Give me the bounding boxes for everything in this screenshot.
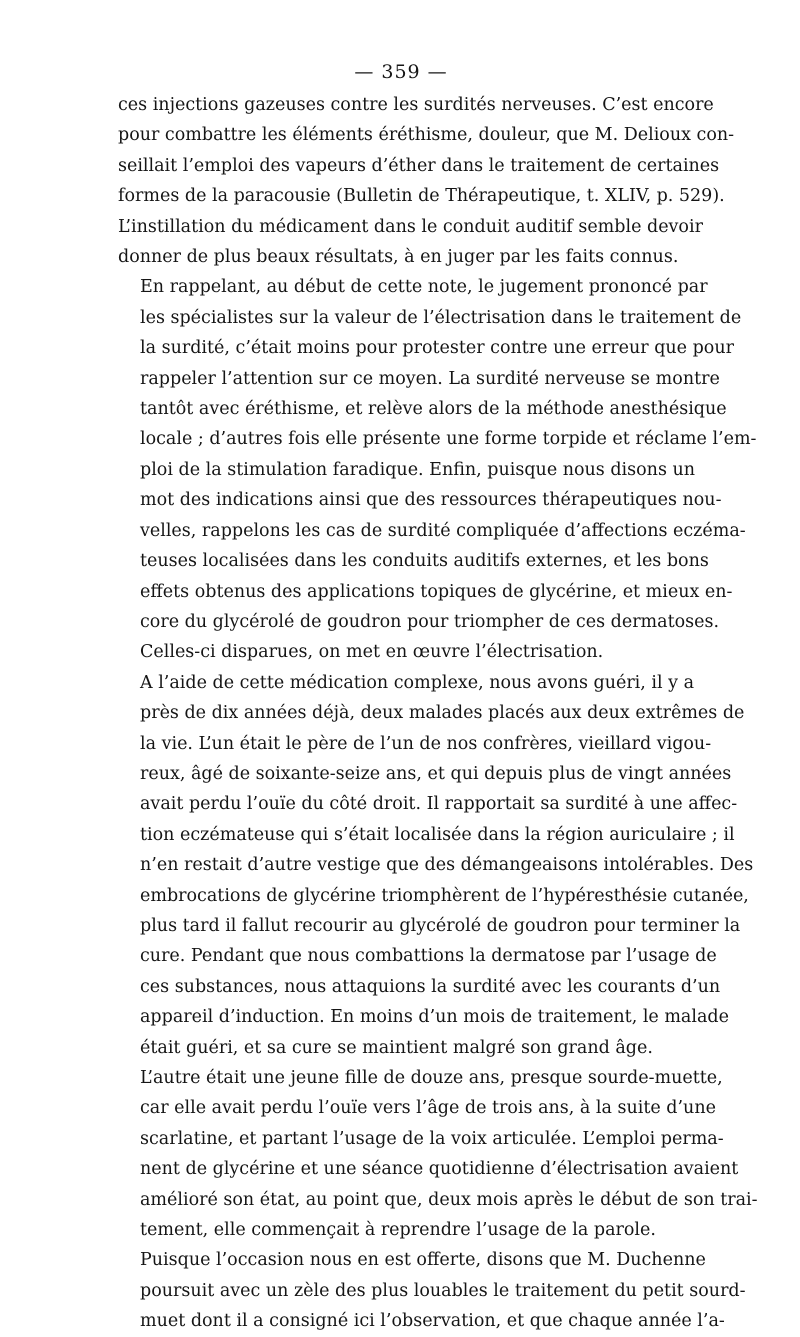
text-line: muet dont il a consigné ici l’observation, et que chaque année l’a- [140, 1311, 725, 1332]
text-line: la surdité, c’était moins pour protester contre une erreur que pour [140, 338, 734, 359]
text-line: tement, elle commençait à reprendre l’usage de la parole. [140, 1220, 656, 1241]
text-line: En rappelant, au début de cette note, le jugement prononcé par [140, 277, 708, 298]
text-line: ploi de la stimulation faradique. Enfin, puisque nous disons un [140, 459, 696, 480]
text-line: velles, rappelons les cas de surdité compliquée d’affections eczéma- [140, 520, 746, 541]
text-line: la vie. L’un était le père de l’un de nos confrères, vieillard vigou- [140, 733, 712, 754]
paragraph-5 [118, 1245, 746, 1336]
text-line: ces injections gazeuses contre les surdités nerveuses. C’est encore [118, 95, 714, 115]
text-line: embrocations de glycérine triomphèrent de l’hypéresthésie cutanée, [140, 885, 749, 906]
text-line: les spécialistes sur la valeur de l’électrisation dans le traitement de [140, 307, 742, 328]
page-number: — 359 — [354, 61, 448, 83]
text-line: A l’aide de cette médication complexe, nous avons guéri, il y a [140, 672, 695, 693]
text-line: poursuit avec un zèle des plus louables le traitement du petit sourd- [140, 1280, 746, 1301]
text-line: teuses localisées dans les conduits auditifs externes, et les bons [140, 551, 709, 572]
text-line: nent de glycérine et une séance quotidienne d’électrisation avaient [140, 1159, 739, 1180]
text-line: effets obtenus des applications topiques de glycérine, et mieux en- [140, 581, 733, 602]
paragraph-3 [118, 668, 754, 1063]
paragraph-1 [118, 90, 735, 272]
text-line: reux, âgé de soixante-seize ans, et qui depuis plus de vingt années [140, 763, 732, 784]
text-line: L’instillation du médicament dans le conduit auditif semble devoir [118, 216, 703, 237]
text-line: Celles-ci disparues, on met en œuvre l’électrisation. [140, 642, 604, 663]
text-line: plus tard il fallut recourir au glycérolé de goudron pour terminer la [140, 915, 741, 936]
text-line: avait perdu l’ouïe du côté droit. Il rapportait sa surdité à une affec- [140, 794, 738, 815]
document-page [118, 58, 758, 1337]
text-line: scarlatine, et partant l’usage de la voix articulée. L’emploi perma- [140, 1128, 724, 1149]
text-line: amélioré son état, au point que, deux mois après le début de son trai- [140, 1189, 758, 1210]
text-line: rappeler l’attention sur ce moyen. La surdité nerveuse se montre [140, 368, 720, 389]
text-line: pour combattre les éléments éréthisme, douleur, que M. Delioux con- [118, 125, 735, 146]
text-line: car elle avait perdu l’ouïe vers l’âge de trois ans, à la suite d’une [140, 1098, 716, 1119]
text-line: était guéri, et sa cure se maintient malgré son grand âge. [140, 1037, 653, 1058]
text-line: mot des indications ainsi que des ressources thérapeutiques nou- [140, 490, 722, 511]
text-line: core du glycérolé de goudron pour triompher de ces dermatoses. [140, 611, 720, 632]
text-line: locale ; d’autres fois elle présente une forme torpide et réclame l’em- [140, 429, 757, 450]
text-line: appareil d’induction. En moins d’un mois de traitement, le malade [140, 1007, 729, 1028]
text-line: près de dix années déjà, deux malades placés aux deux extrêmes de [140, 703, 745, 724]
text-line: tantôt avec éréthisme, et relève alors de la méthode anesthésique [140, 399, 727, 420]
paragraph-2 [118, 272, 757, 667]
text-line: L’autre était une jeune fille de douze ans, presque sourde-muette, [140, 1068, 723, 1088]
text-line: Puisque l’occasion nous en est offerte, disons que M. Duchenne [140, 1250, 706, 1271]
paragraph-4 [118, 1063, 758, 1245]
text-line: cure. Pendant que nous combattions la dermatose par l’usage de [140, 946, 717, 967]
text-line: seillait l’emploi des vapeurs d’éther dans le traitement de certaines [118, 155, 720, 176]
text-line: tion eczémateuse qui s’était localisée dans la région auriculaire ; il [140, 824, 735, 845]
text-line: n’en restait d’autre vestige que des démangeaisons intolérables. Des [140, 855, 754, 876]
text-line: ces substances, nous attaquions la surdité avec les courants d’un [140, 976, 721, 997]
text-line: donner de plus beaux résultats, à en juger par les faits connus. [118, 247, 679, 268]
text-line: formes de la paracousie (Bulletin de Thérapeutique, t. XLIV, p. 529). [118, 186, 725, 207]
